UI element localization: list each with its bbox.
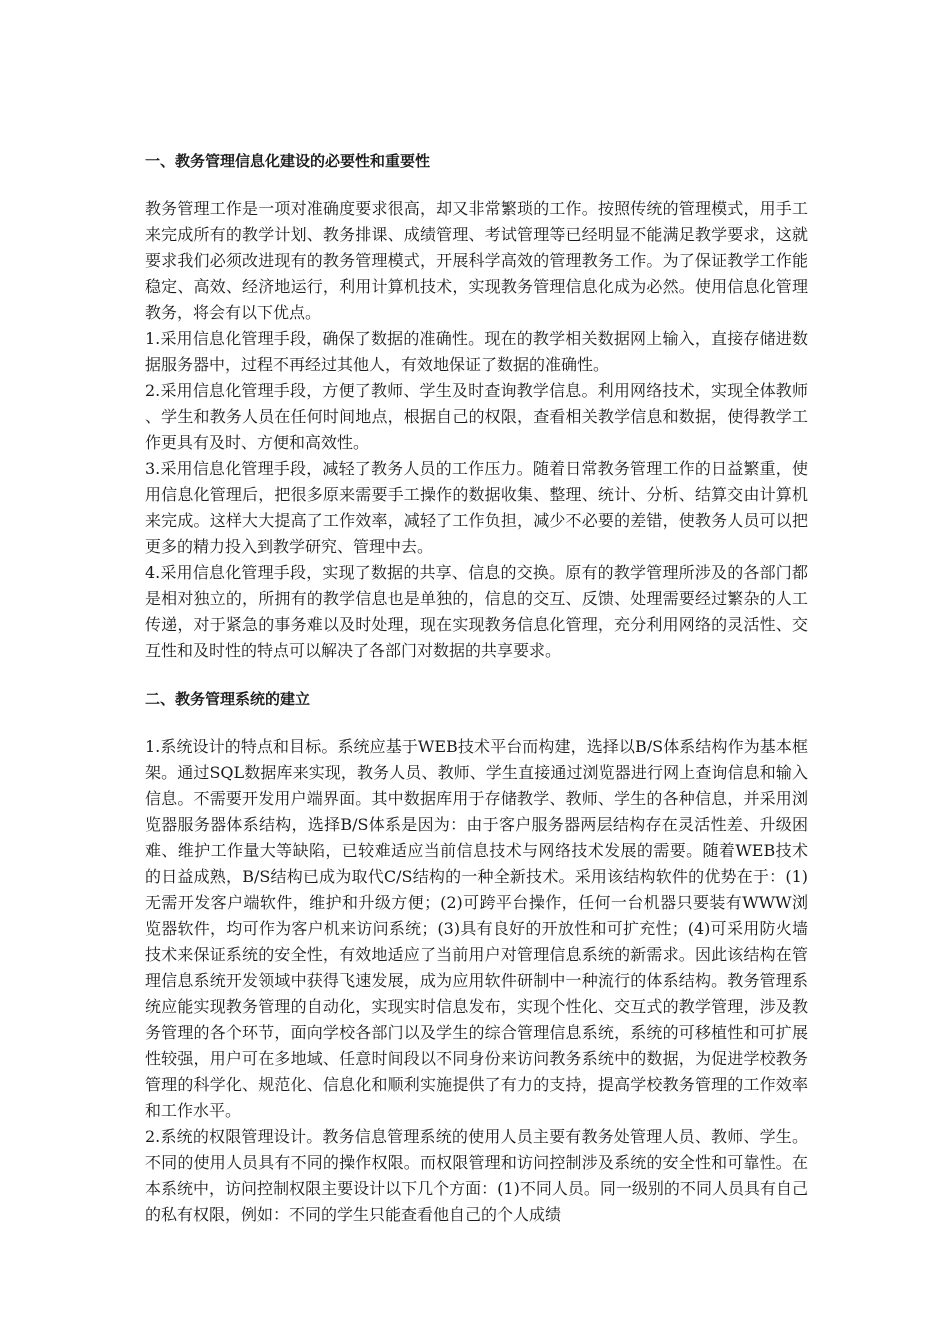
section-2-paragraph-2: 2.系统的权限管理设计。教务信息管理系统的使用人员主要有教务处管理人员、教师、学生。不同的使用人员具有不同的操作权限。而权限管理和访问控制涉及系统的安全性和可靠性。在本系统中，访问控制权限主要设计以下几个方面：(1)不同人员。同一级别的不同人员具有自己的私有权限，例如：不同的学生只能查看他自己的个人成绩: [145, 1127, 808, 1224]
document-body: [145, 148, 808, 1228]
section-1-paragraph-point-2: 2.采用信息化管理手段，方便了教师、学生及时查询教学信息。利用网络技术，实现全体教师、学生和教务人员在任何时间地点，根据自己的权限，查看相关教学信息和数据，使得教学工作更具有及时、方便和高效性。: [145, 381, 808, 452]
section-2-heading: 二、教务管理系统的建立: [145, 690, 311, 708]
spacer: [145, 174, 808, 196]
section-1-heading: 一、教务管理信息化建设的必要性和重要性: [145, 152, 431, 170]
section-2-paragraph-1: 1.系统设计的特点和目标。系统应基于WEB技术平台而构建，选择以B/S体系结构作为基本框架。通过SQL数据库来实现，教务人员、教师、学生直接通过浏览器进行网上查询信息和输入信息。不需要开发用户端界面。其中数据库用于存储教学、教师、学生的各种信息，并采用浏览器服务器体系结构，选择B/S体系是因为：由于客户服务器两层结构存在灵活性差、升级困难、维护工作量大等缺陷，已较难适应当前信息技术与网络技术发展的需要。随着WEB技术的日益成熟，B/S结构已成为取代C/S结构的一种全新技术。采用该结构软件的优势在于：(1)无需开发客户端软件，维护和升级方便；(2)可跨平台操作，任何一台机器只要装有WWW浏览器软件，均可作为客户机来访问系统；(3)具有良好的开放性和可扩充性；(4)可采用防火墙技术来保证系统的安全性，有效地适应了当前用户对管理信息系统的新需求。因此该结构在管理信息系统开发领域中获得飞速发展，成为应用软件研制中一种流行的体系结构。教务管理系统应能实现教务管理的自动化，实现实时信息发布，实现个性化、交互式的教学管理，涉及教务管理的各个环节，面向学校各部门以及学生的综合管理信息系统，系统的可移植性和可扩展性较强，用户可在多地域、任意时间段以不同身份来访问教务系统中的数据，为促进学校教务管理的科学化、规范化、信息化和顺利实施提供了有力的支持，提高学校教务管理的工作效率和工作水平。: [145, 737, 808, 1120]
section-1-paragraph-intro: 教务管理工作是一项对准确度要求很高，却又非常繁琐的工作。按照传统的管理模式，用手工来完成所有的教学计划、教务排课、成绩管理、考试管理等已经明显不能满足教学要求，这就要求我们必须改进现有的教务管理模式，开展科学高效的管理教务工作。为了保证教学工作能稳定、高效、经济地运行，利用计算机技术，实现教务管理信息化成为必然。使用信息化管理教务，将会有以下优点。: [145, 199, 808, 322]
spacer: [145, 712, 808, 734]
section-1-paragraph-point-4: 4.采用信息化管理手段，实现了数据的共享、信息的交换。原有的教学管理所涉及的各部门都是相对独立的，所拥有的教学信息也是单独的，信息的交互、反馈、处理需要经过繁杂的人工传递，对于紧急的事务难以及时处理，现在实现教务信息化管理，充分利用网络的灵活性、交互性和及时性的特点可以解决了各部门对数据的共享要求。: [145, 563, 808, 660]
section-1-paragraph-point-1: 1.采用信息化管理手段，确保了数据的准确性。现在的教学相关数据网上输入，直接存储进数据服务器中，过程不再经过其他人，有效地保证了数据的准确性。: [145, 329, 808, 374]
section-1-paragraph-point-3: 3.采用信息化管理手段，减轻了教务人员的工作压力。随着日常教务管理工作的日益繁重，使用信息化管理后，把很多原来需要手工操作的数据收集、整理、统计、分析、结算交由计算机来完成。这样大大提高了工作效率，减轻了工作负担，减少不必要的差错，使教务人员可以把更多的精力投入到教学研究、管理中去。: [145, 459, 808, 556]
